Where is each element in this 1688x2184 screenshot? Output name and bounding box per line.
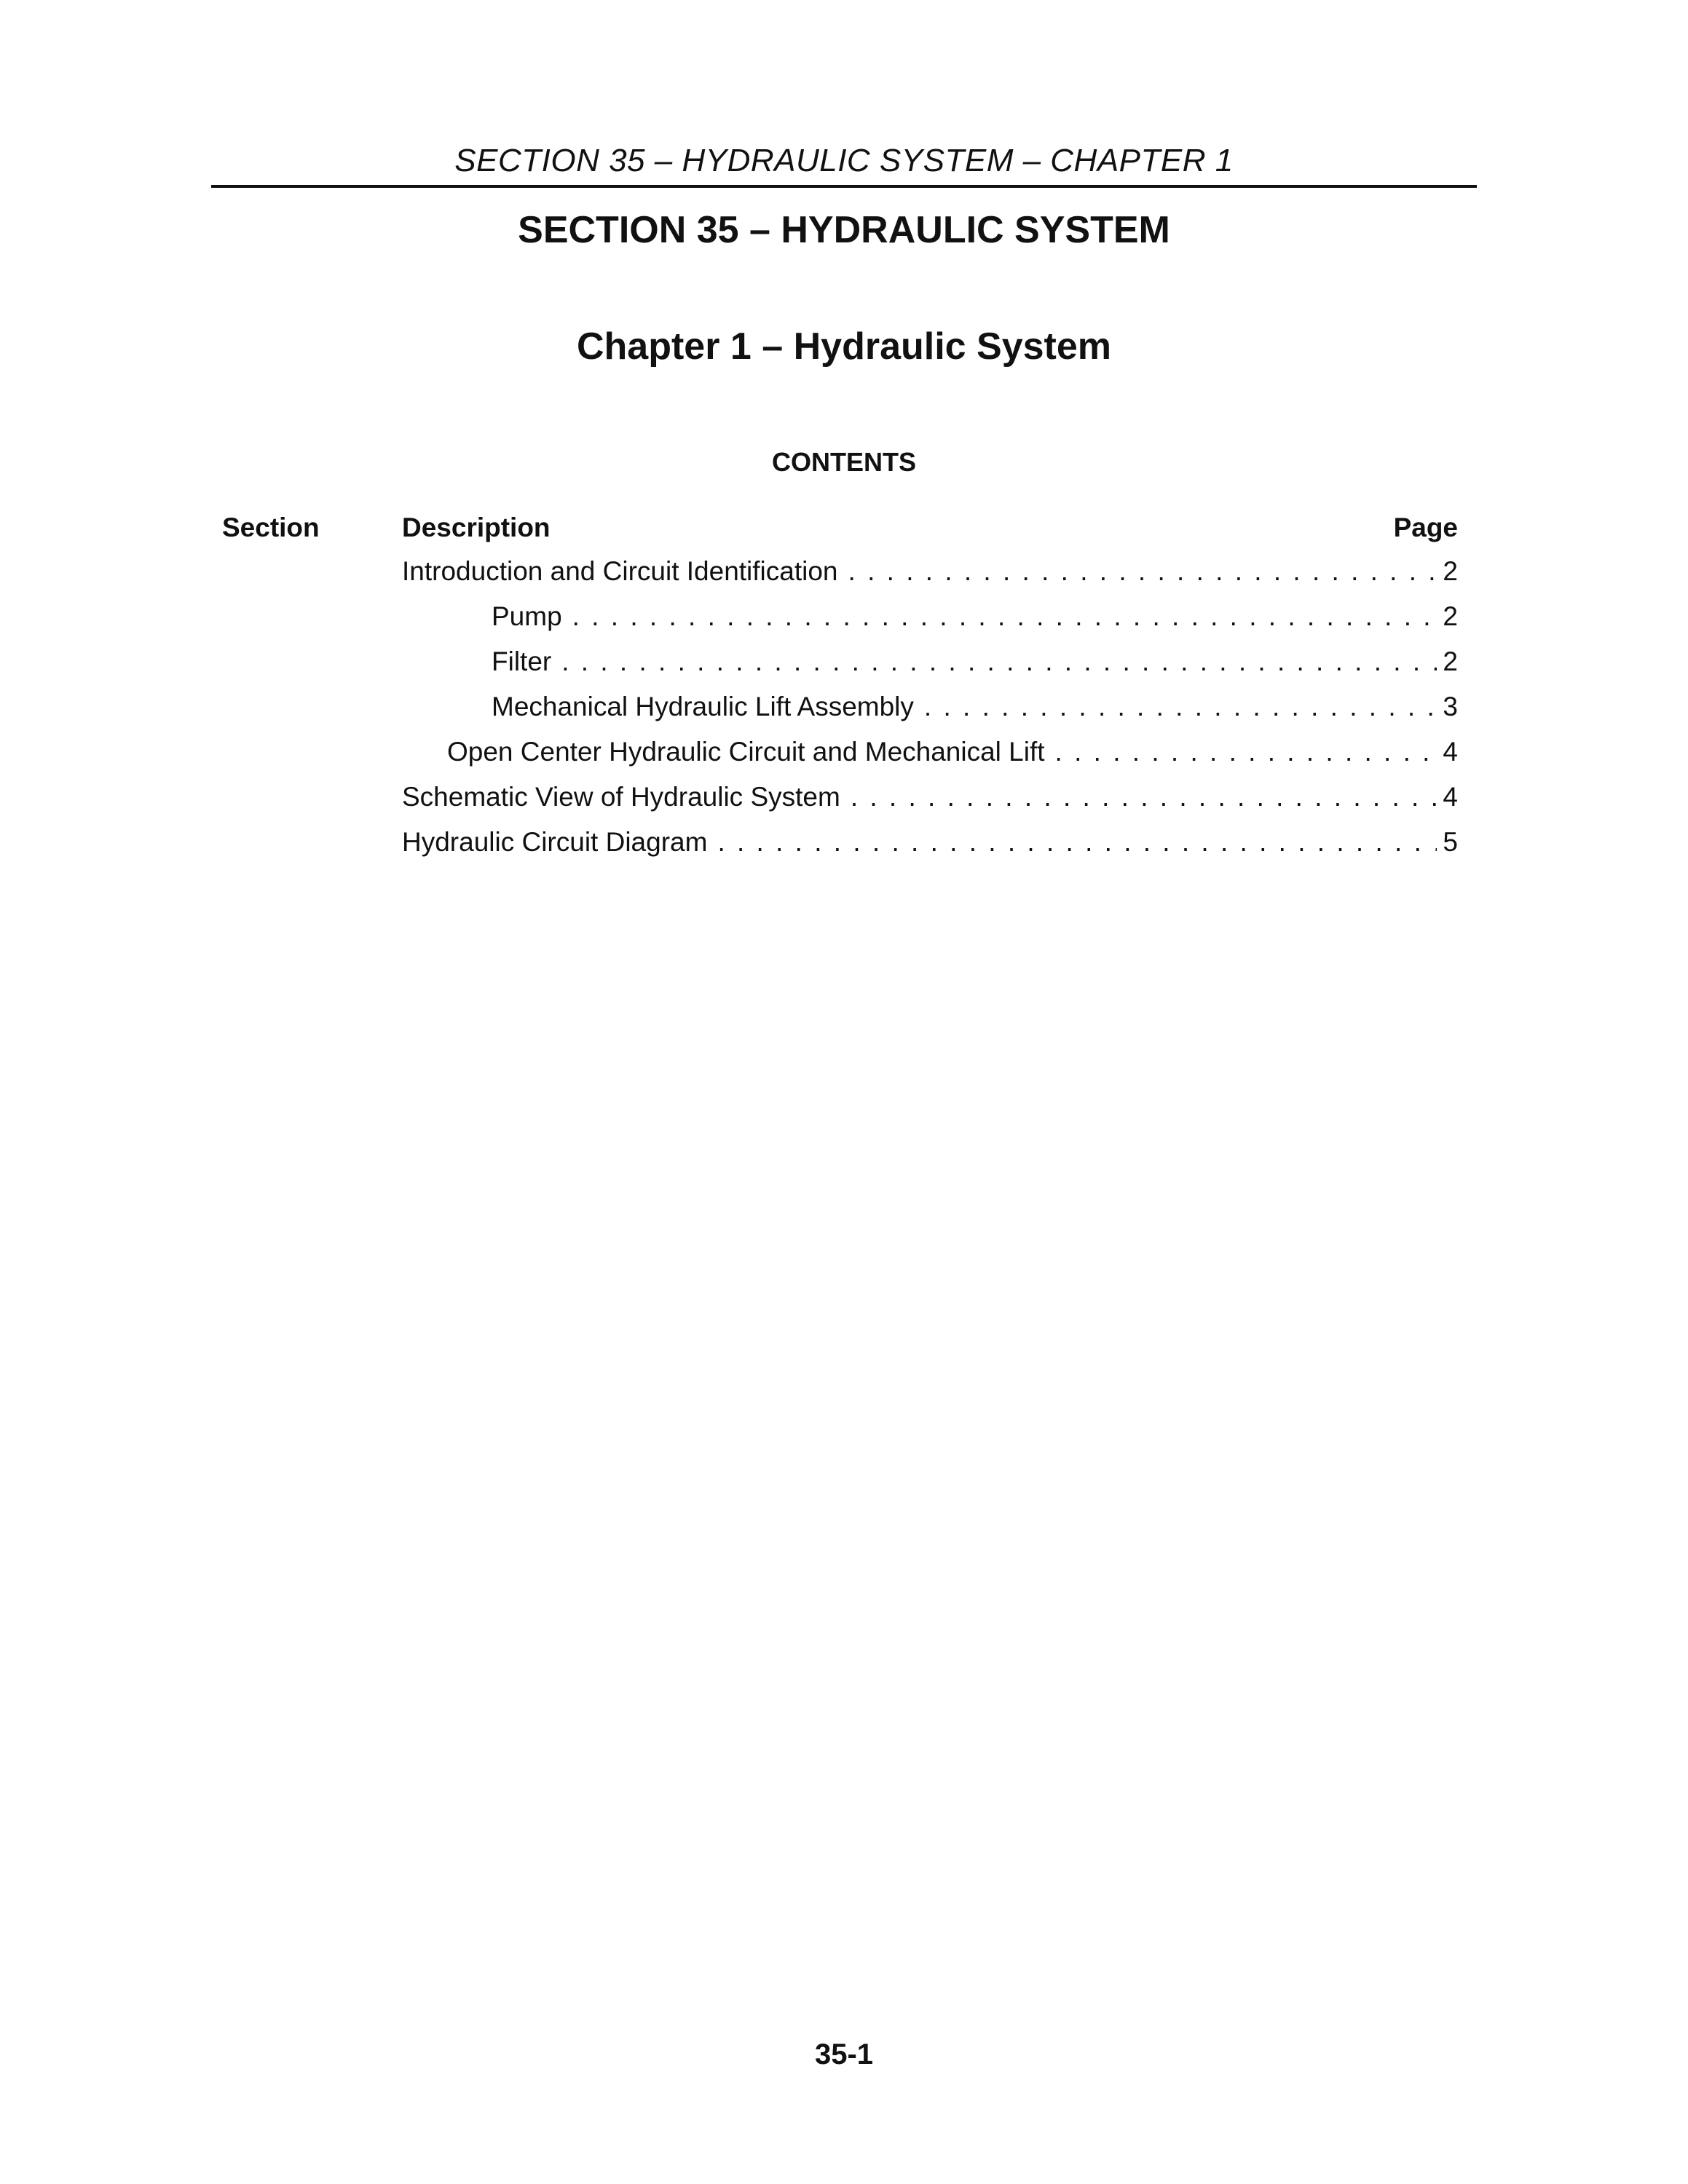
toc-entry-label: Hydraulic Circuit Diagram xyxy=(402,827,708,857)
column-header-page: Page xyxy=(1393,513,1458,542)
toc-entry[interactable] xyxy=(402,737,1458,782)
toc-entry-page: 4 xyxy=(1443,782,1458,812)
toc-entry[interactable] xyxy=(402,827,1458,872)
dot-leader xyxy=(848,556,1437,587)
dot-leader xyxy=(851,782,1437,812)
toc-entry-page: 5 xyxy=(1443,827,1458,857)
running-header: SECTION 35 – HYDRAULIC SYSTEM – CHAPTER 1 xyxy=(454,143,1234,178)
toc-entry[interactable] xyxy=(402,556,1458,601)
toc-entry-page: 2 xyxy=(1443,556,1458,586)
dot-leader xyxy=(1055,737,1437,767)
toc-entry-label: Open Center Hydraulic Circuit and Mechanical Lift xyxy=(447,737,1045,767)
page-number: 35-1 xyxy=(814,2038,874,2070)
toc-entry[interactable] xyxy=(402,601,1458,646)
toc-entry-label: Filter xyxy=(492,646,552,676)
toc-entry[interactable] xyxy=(402,782,1458,827)
toc-entry-page: 2 xyxy=(1443,601,1458,631)
table-of-contents xyxy=(402,556,1458,872)
toc-entry-page: 4 xyxy=(1443,737,1458,767)
contents-title: CONTENTS xyxy=(772,447,916,477)
dot-leader xyxy=(924,692,1437,722)
column-header-section: Section xyxy=(222,513,320,542)
toc-entry[interactable] xyxy=(402,646,1458,692)
toc-entry-label: Introduction and Circuit Identification xyxy=(402,556,838,586)
column-header-description: Description xyxy=(402,513,551,542)
dot-leader xyxy=(561,646,1437,677)
toc-entry-page: 2 xyxy=(1443,646,1458,676)
toc-entry-label: Mechanical Hydraulic Lift Assembly xyxy=(492,692,914,721)
toc-entry-page: 3 xyxy=(1443,692,1458,721)
dot-leader xyxy=(572,601,1437,632)
chapter-title: Chapter 1 – Hydraulic System xyxy=(576,325,1112,368)
header-rule xyxy=(211,185,1477,188)
toc-entry-label: Pump xyxy=(492,601,562,631)
toc-entry-label: Schematic View of Hydraulic System xyxy=(402,782,840,812)
toc-entry[interactable] xyxy=(402,692,1458,737)
section-title: SECTION 35 – HYDRAULIC SYSTEM xyxy=(518,209,1170,251)
dot-leader xyxy=(717,827,1437,858)
